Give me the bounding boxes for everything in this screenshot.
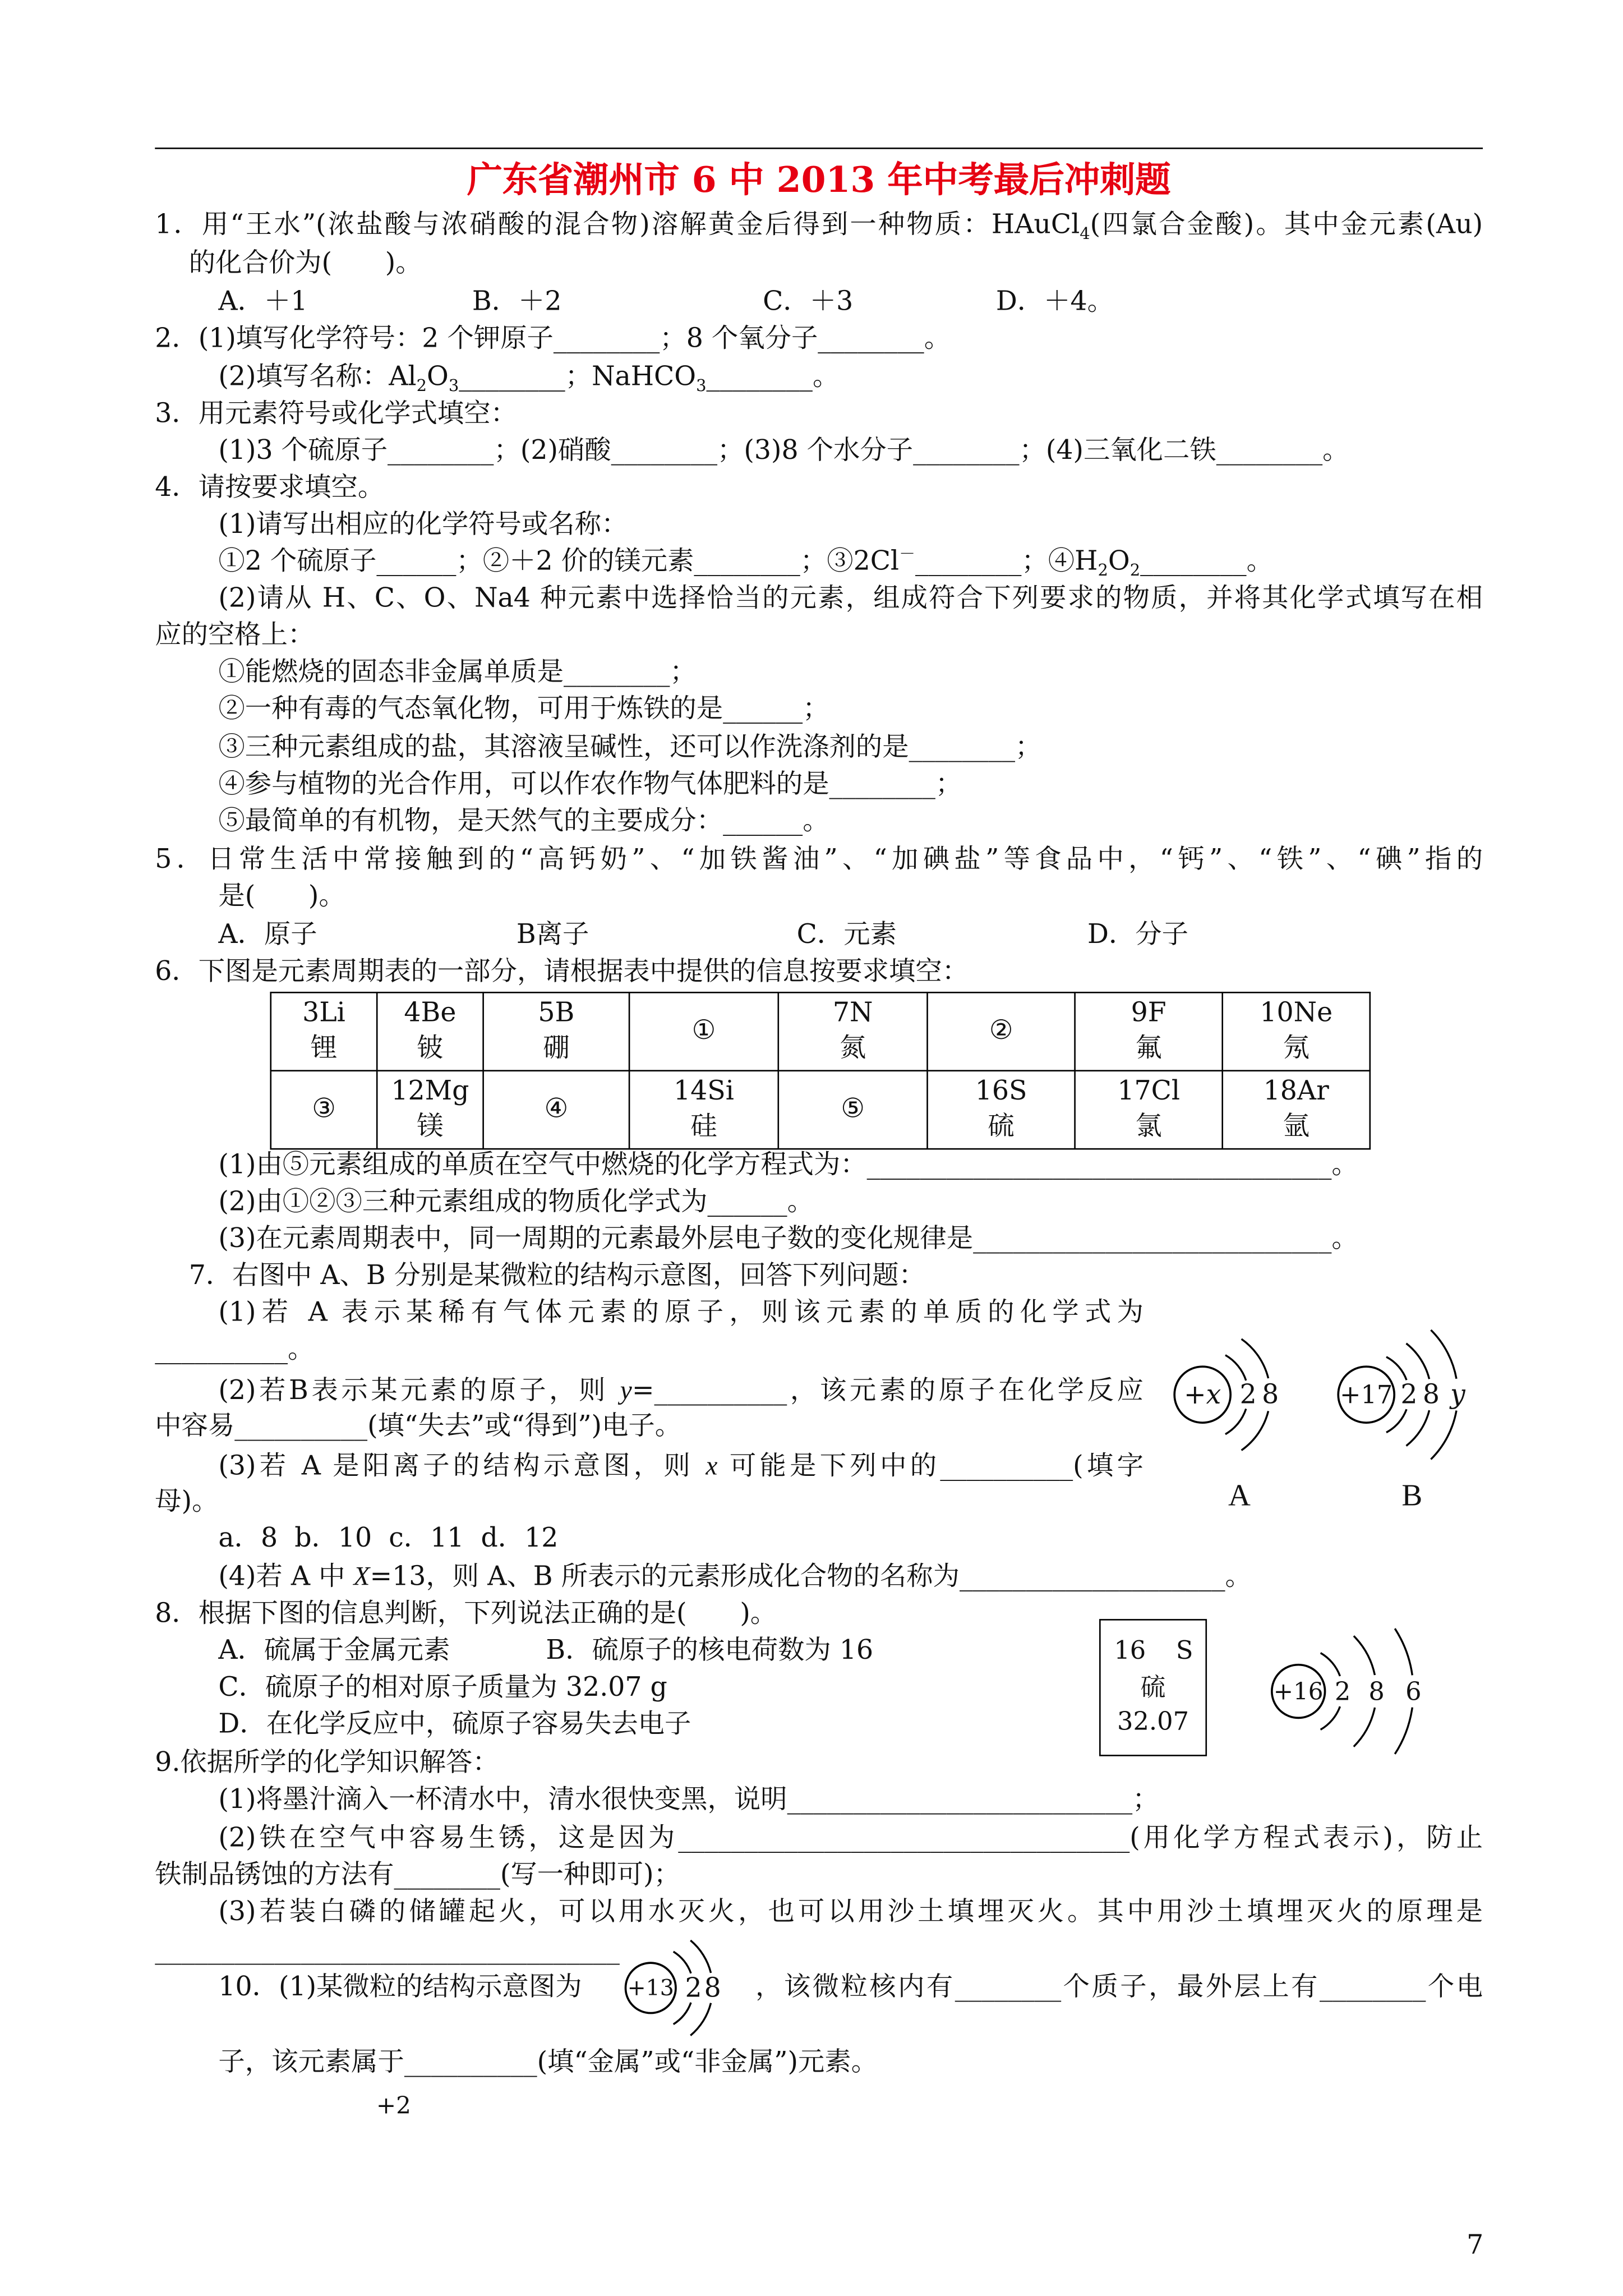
cell-name: 氩 <box>1283 1111 1310 1143</box>
q5-option-c: C．元素 <box>796 919 897 951</box>
q7-part3-options: a．8 b．10 c．11 d．12 <box>218 1523 559 1554</box>
periodic-cell-be <box>377 992 483 1070</box>
periodic-cell-li <box>271 992 377 1070</box>
q7-part3-line-2: 母)。 <box>155 1486 219 1517</box>
q4-part2-item-5: ⑤最简单的有机物，是天然气的主要成分：______。 <box>218 806 829 837</box>
q9-part-3-line-1: (3)若装白磷的储罐起火，可以用水灭火，也可以用沙土填埋灭火。其中用沙土填埋灭火的原理是 <box>218 1896 1483 1927</box>
q7-part1-line-1: (1)若 A 表示某稀有气体元素的原子，则该元素的单质的化学式为 <box>218 1297 1144 1328</box>
cell-name: 铍 <box>417 1033 444 1064</box>
q5-line-1: 5．日常生活中常接触到的“高钙奶”、“加铁酱油”、“加碘盐”等食品中，“钙”、“铁”、“碘”指的 <box>155 844 1483 876</box>
q4-part2-prompt-line-2: 应的空格上： <box>155 619 315 651</box>
periodic-cell-blank-2 <box>928 992 1075 1070</box>
q4-part2-item-1: ①能燃烧的固态非金属单质是________； <box>218 656 697 688</box>
q2-line-1: 2．(1)填写化学符号：2 个钾原子________；8 个氧分子________。 <box>155 323 951 355</box>
cell-name: 氯 <box>1135 1111 1162 1143</box>
cell-marker: ④ <box>544 1093 569 1125</box>
q4-part1-prompt: (1)请写出相应的化学符号或名称： <box>218 509 628 540</box>
q1-stem-line-2: 的化合价为( )。 <box>188 247 422 279</box>
q1-stem-text-a: 1．用“王水”(浓盐酸与浓硝酸的混合物)溶解黄金后得到一种物质：HAuCl <box>155 209 1080 241</box>
q9-part-2-line-1: (2)铁在空气中容易生锈，这是因为__________________________________(用化学方程式表示)，防止 <box>218 1823 1483 1854</box>
cell-symbol: 5B <box>538 997 575 1029</box>
q1-stem-subscript: 4 <box>1080 224 1090 244</box>
q6-part-2: (2)由①②③三种元素组成的物质化学式为______。 <box>218 1186 814 1218</box>
q4-part1-items <box>218 545 1273 580</box>
q3-line-1: 3．用元素符号或化学式填空： <box>155 398 518 430</box>
q7-part3-line-1 <box>218 1448 1144 1483</box>
q5-line-2: 是( )。 <box>218 881 345 912</box>
q3-line-2: (1)3 个硫原子________；(2)硝酸________；(3)8 个水分子________；(4)三氧化二铁________。 <box>218 435 1349 467</box>
periodic-cell-blank-5 <box>778 1071 928 1149</box>
nucleus-sign: + <box>1183 1379 1206 1410</box>
nucleus-charge: +13 <box>627 1975 674 2001</box>
periodic-table <box>270 992 1371 1150</box>
shell-electron-count-2: 8 <box>1368 1676 1385 1706</box>
q4-part1-superscript: － <box>899 544 916 564</box>
periodic-table-row <box>271 1071 1370 1149</box>
cell-name: 硼 <box>543 1033 570 1064</box>
shell-electron-count-1: 2 <box>1334 1676 1351 1706</box>
q4-part1-text-d: ________。 <box>1140 546 1273 577</box>
q7-part2-text-a: (2)若B表示某元素的原子，则 <box>218 1375 620 1407</box>
cell-name: 氖 <box>1283 1033 1310 1064</box>
q10-atom-diagram <box>612 1926 730 2051</box>
q1-option-d: D．＋4。 <box>995 286 1114 318</box>
q7-part3-variable: x <box>706 1451 718 1480</box>
shell-electron-count-3: y <box>1450 1379 1465 1410</box>
q9-line-1: 9.依据所学的化学知识解答： <box>155 1747 499 1779</box>
cell-symbol: 17Cl <box>1117 1075 1180 1107</box>
q5-option-a: A．原子 <box>218 919 317 951</box>
q8-line-1: 8．根据下图的信息判断，下列说法正确的是( )。 <box>155 1598 777 1630</box>
q10-line-1-start: 10．(1)某微粒的结构示意图为 <box>218 1971 582 2003</box>
element-atomic-number: 16 <box>1114 1636 1146 1667</box>
shell-electron-count-1: 2 <box>1400 1379 1418 1410</box>
atom-diagram-b <box>1321 1299 1483 1490</box>
cell-name: 锂 <box>310 1033 338 1064</box>
q5-option-d: D．分子 <box>1087 919 1189 951</box>
shell-electron-count-2: 8 <box>1262 1379 1279 1410</box>
q2-line-2 <box>218 360 839 395</box>
cell-symbol: 14Si <box>674 1075 734 1107</box>
q6-part-1: (1)由⑤元素组成的单质在空气中燃烧的化学方程式为：___________________________________。 <box>218 1149 1358 1181</box>
periodic-cell-si <box>629 1071 778 1149</box>
periodic-cell-cl <box>1075 1071 1223 1149</box>
q4-part2-prompt-line-1: (2)请从 H、C、O、Na4 种元素中选择恰当的元素，组成符合下列要求的物质，并将其化学式填写在相 <box>218 583 1483 614</box>
cell-marker: ③ <box>312 1093 336 1125</box>
periodic-cell-b <box>483 992 629 1070</box>
q7-part3-text-b: 可能是下列中的__________(填字 <box>717 1451 1144 1482</box>
cell-marker: ① <box>691 1015 716 1047</box>
shell-electron-count-2: 8 <box>704 1972 721 2004</box>
shell-electron-count-1: 2 <box>1239 1379 1257 1410</box>
cell-name: 氮 <box>839 1033 866 1064</box>
q2-subscript-3: 3 <box>696 376 707 396</box>
periodic-cell-blank-3 <box>271 1071 377 1149</box>
nucleus-charge: +16 <box>1273 1677 1324 1705</box>
periodic-cell-s <box>928 1071 1075 1149</box>
q2-subscript-1: 2 <box>416 376 427 396</box>
atom-diagram-a <box>1151 1321 1298 1469</box>
q10-stray-note: +2 <box>376 2091 411 2119</box>
element-symbol: S <box>1175 1636 1193 1667</box>
page-number: 7 <box>1467 2230 1484 2261</box>
q6-part-3: (3)在元素周期表中，同一周期的元素最外层电子数的变化规律是___________________________。 <box>218 1223 1358 1255</box>
cell-marker: ② <box>989 1015 1013 1047</box>
periodic-table-row <box>271 992 1370 1070</box>
q2-subscript-2: 3 <box>448 376 459 396</box>
q2-text-d: ________。 <box>706 361 840 393</box>
cell-name: 氟 <box>1135 1033 1162 1064</box>
q7-part4-text-a: (4)若 A 中 <box>218 1561 354 1593</box>
q1-stem-line-1 <box>155 208 1483 243</box>
nucleus-charge: +17 <box>1340 1379 1393 1410</box>
cell-symbol: 4Be <box>404 997 457 1029</box>
q7-part3-text-a: (3)若 A 是阳离子的结构示意图，则 <box>218 1451 706 1482</box>
q4-part2-item-3: ③三种元素组成的盐，其溶液呈碱性，还可以作洗涤剂的是________； <box>218 731 1042 763</box>
nucleus-variable: x <box>1206 1379 1221 1410</box>
q9-part-1: (1)将墨汁滴入一杯清水中，清水很快变黑，说明__________________________； <box>218 1784 1159 1816</box>
q7-part2-text-b: =__________，该元素的原子在化学反应 <box>631 1375 1144 1407</box>
shell-electron-count-3: 6 <box>1405 1676 1422 1706</box>
sulfur-atom-diagram <box>1254 1609 1431 1779</box>
q10-line-1-end: ，该微粒核内有________个质子，最外层上有________个电 <box>755 1971 1483 2003</box>
diagram-a-label: A <box>1228 1477 1251 1513</box>
cell-marker: ⑤ <box>841 1093 865 1125</box>
q4-part1-text-b: ________；④H <box>915 546 1098 577</box>
q1-stem-text-b: (四氯合金酸)。其中金元素(Au) <box>1090 209 1483 241</box>
header-rule <box>155 148 1483 149</box>
q9-part-3-line-2: ___________________________________ <box>155 1935 620 1966</box>
q9-part-2-line-2: 铁制品锈蚀的方法有________(写一种即可)； <box>155 1859 680 1891</box>
periodic-cell-f <box>1075 992 1223 1070</box>
periodic-cell-blank-1 <box>629 992 778 1070</box>
q5-option-b: B离子 <box>516 919 589 951</box>
q8-option-d: D．在化学反应中，硫原子容易失去电子 <box>218 1709 691 1740</box>
q2-text-a: (2)填写名称：Al <box>218 361 417 393</box>
element-atomic-mass: 32.07 <box>1117 1707 1189 1737</box>
q7-part4-variable: X <box>353 1561 370 1591</box>
q7-part4-line <box>218 1558 1251 1594</box>
cell-symbol: 12Mg <box>391 1075 469 1107</box>
q1-option-c: C．＋3 <box>763 286 854 318</box>
cell-name: 硫 <box>988 1111 1015 1143</box>
periodic-cell-ar <box>1223 1071 1370 1149</box>
periodic-cell-n <box>778 992 928 1070</box>
shell-electron-count-1: 2 <box>685 1972 702 2004</box>
cell-name: 硅 <box>690 1111 717 1143</box>
q6-line-1: 6．下图是元素周期表的一部分，请根据表中提供的信息按要求填空： <box>155 956 969 988</box>
q7-part1-line-2: __________。 <box>155 1334 315 1365</box>
nucleus-charge <box>1184 1379 1221 1410</box>
sulfur-element-card <box>1099 1619 1207 1756</box>
diagram-b-label: B <box>1401 1477 1423 1513</box>
q10-line-2: 子，该元素属于__________(填“金属”或“非金属”)元素。 <box>218 2047 878 2078</box>
q7-part2-line-2: 中容易__________(填“失去”或“得到”)电子。 <box>155 1411 682 1442</box>
q4-part1-text-c: O <box>1108 546 1130 577</box>
q7-line-1: 7．右图中 A、B 分别是某微粒的结构示意图，回答下列问题： <box>188 1260 925 1292</box>
periodic-cell-ne <box>1223 992 1370 1070</box>
q4-line-1: 4．请按要求填空。 <box>155 472 385 504</box>
q1-option-a: A．＋1 <box>218 286 308 318</box>
q4-part2-item-4: ④参与植物的光合作用，可以作农作物气体肥料的是________； <box>218 769 962 800</box>
q7-part2-variable: y <box>620 1375 632 1405</box>
cell-symbol: 3Li <box>302 997 345 1029</box>
q4-part1-subscript-1: 2 <box>1098 560 1108 580</box>
q7-part4-text-b: =13，则 A、B 所表示的元素形成化合物的名称为____________________。 <box>370 1561 1252 1593</box>
cell-symbol: 7N <box>832 997 873 1029</box>
cell-symbol: 10Ne <box>1260 997 1333 1029</box>
periodic-cell-mg <box>377 1071 483 1149</box>
q2-text-c: ________；NaHCO <box>459 361 697 393</box>
q8-option-c: C．硫原子的相对原子质量为 32.07 g <box>218 1672 667 1704</box>
shell-electron-count-2: 8 <box>1422 1379 1440 1410</box>
cell-symbol: 9F <box>1131 997 1166 1029</box>
q8-option-a: A．硫属于金属元素 <box>218 1635 450 1667</box>
page-title: 广东省潮州市 6 中 2013 年中考最后冲刺题 <box>467 158 1171 201</box>
q8-option-b: B．硫原子的核电荷数为 16 <box>546 1635 874 1667</box>
q7-part2-line-1 <box>218 1373 1144 1408</box>
q1-option-b: B．＋2 <box>472 286 562 318</box>
cell-symbol: 16S <box>975 1075 1027 1107</box>
q4-part1-text-a: ①2 个硫原子______；②＋2 价的镁元素________；③2Cl <box>218 546 900 577</box>
q4-part1-subscript-2: 2 <box>1129 560 1141 580</box>
q2-text-b: O <box>427 361 449 393</box>
periodic-cell-blank-4 <box>483 1071 629 1149</box>
q4-part2-item-2: ②一种有毒的气态氧化物，可用于炼铁的是______； <box>218 693 829 725</box>
cell-name: 镁 <box>417 1111 444 1143</box>
cell-symbol: 18Ar <box>1263 1075 1329 1107</box>
element-name: 硫 <box>1140 1673 1166 1704</box>
